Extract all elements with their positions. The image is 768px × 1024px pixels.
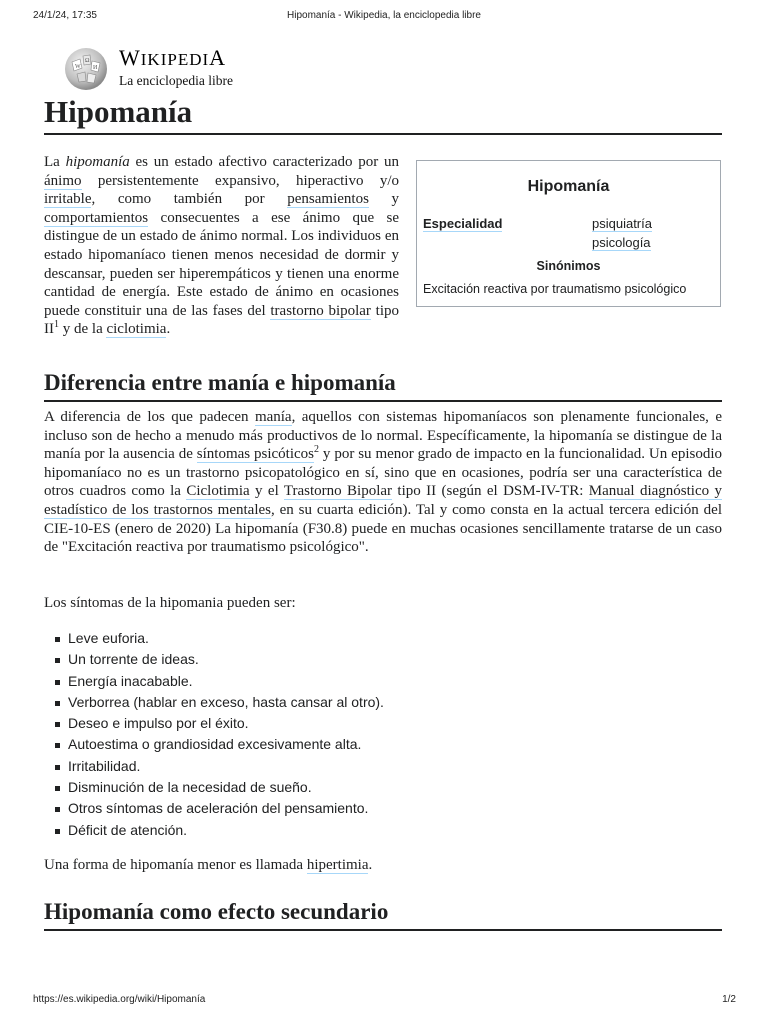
page-title: Hipomanía xyxy=(44,92,722,135)
wikipedia-wordmark: WIKIPEDIA xyxy=(119,45,227,70)
link-hipertimia[interactable]: hipertimia xyxy=(306,857,369,873)
print-page-title: Hipomanía - Wikipedia, la enciclopedia libre xyxy=(287,10,481,21)
link-trastorno-bipolar[interactable]: Trastorno Bipolar xyxy=(283,483,393,500)
list-item: Autoestima o grandiosidad excesivamente alta. xyxy=(44,734,384,755)
list-item: Un torrente de ideas. xyxy=(44,649,384,670)
link-ciclotimia[interactable]: Ciclotimia xyxy=(186,483,250,500)
section-heading-efecto-secundario: Hipomanía como efecto secundario xyxy=(44,897,722,931)
infobox-synonyms-label: Sinónimos xyxy=(536,259,601,273)
section-paragraph: A diferencia de los que padecen manía, aquellos con sistemas hipomaníacos son plenamente funcionales, e incluso son de hecho a menudo más productivos de lo normal. Específicamente, la hipomanía se distingue de la manía por la ausencia de síntomas psicóticos$^2$ y por su menor grado de impacto en la funcionalidad. Un episodio hipomaníaco no es un trastorno psicopatológico en sí, sino que en ocasiones, podría ser una característica de otros cuadros como la Ciclotimia y el Trastorno Bipolar tipo II (según el DSM-IV-TR: Manual diagnóstico y estadístico de los trastornos mentales, en su cuarta edición). Tal y como consta en la actual tercera edición del CIE-10-ES (enero de 2020) La hipomanía (F30.8) puede en muchas ocasiones sencillamente tratarse de un caso de "Excitación reactiva por traumatismo psicológico". xyxy=(44,409,722,556)
svg-text:И: И xyxy=(93,65,98,71)
symptoms-list xyxy=(44,628,384,841)
link-irritable[interactable]: irritable xyxy=(44,191,92,208)
reference-2[interactable]: 2 xyxy=(314,444,320,456)
list-item: Déficit de atención. xyxy=(44,820,384,841)
link-manual-diagnostico[interactable]: Manual diagnóstico y estadístico de los trastornos mentales xyxy=(44,483,722,518)
svg-text:Ω: Ω xyxy=(85,58,90,64)
link-pensamientos[interactable]: pensamientos xyxy=(287,191,369,208)
list-item: Irritabilidad. xyxy=(44,756,384,777)
list-item: Disminución de la necesidad de sueño. xyxy=(44,777,384,798)
wikipedia-logo[interactable] xyxy=(62,44,233,92)
infobox-title: Hipomanía xyxy=(527,178,610,195)
section-heading-diferencia: Diferencia entre manía e hipomanía xyxy=(44,368,722,402)
infobox-specialty-link[interactable]: psiquiatría xyxy=(592,216,652,231)
list-item: Verborrea (hablar en exceso, hasta cansar al otro). xyxy=(44,692,384,713)
svg-text:W: W xyxy=(75,64,81,70)
hipertimia-paragraph: Una forma de hipomanía menor es llamada hipertimia. xyxy=(44,857,373,873)
infobox-synonyms-value: Excitación reactiva por traumatismo psicológico xyxy=(423,282,687,296)
print-datetime: 24/1/24, 17:35 xyxy=(33,10,97,21)
link-sintomas-psicoticos[interactable]: síntomas psicóticos xyxy=(196,446,315,463)
list-item: Otros síntomas de aceleración del pensamiento. xyxy=(44,798,384,819)
article-content xyxy=(44,92,722,924)
infobox-specialty-label[interactable]: Especialidad xyxy=(423,216,503,231)
link-comportamientos[interactable]: comportamientos xyxy=(44,209,149,226)
print-page-number: 1/2 xyxy=(722,994,736,1005)
link-mania[interactable]: manía xyxy=(254,409,292,425)
list-item: Energía inacabable. xyxy=(44,671,384,692)
reference-1[interactable]: 1 xyxy=(54,319,59,331)
list-item: Deseo e impulso por el éxito. xyxy=(44,713,384,734)
list-item: Leve euforia. xyxy=(44,628,384,649)
print-url: https://es.wikipedia.org/wiki/Hipomanía xyxy=(33,994,206,1005)
intro-paragraph: La hipomanía es un estado afectivo caracterizado por un ánimo persistentemente expansivo, hiperactivo y/o irritable, como también por pensamientos y comportamientos consecuentes a ese ánimo que se distingue de un estado de ánimo normal. Los individuos en estado hipomaníaco tienen menos necesidad de dormir y descansar, pueden ser hiperempáticos y tienen una enorme cantidad de energía. Este estado de ánimo en ocasiones puede constituir una de las fases del trastorno bipolar tipo $II^1$ y de la ciclotimia. xyxy=(44,154,400,338)
symptoms-intro: Los síntomas de la hipomania pueden ser: xyxy=(44,595,296,611)
link-animo[interactable]: ánimo xyxy=(44,172,82,189)
wikipedia-tagline: La enciclopedia libre xyxy=(119,73,233,88)
link-ciclotimia[interactable]: ciclotimia xyxy=(106,321,167,338)
link-trastorno-bipolar[interactable]: trastorno bipolar xyxy=(270,302,371,319)
infobox-specialty-link[interactable]: psicología xyxy=(592,235,651,250)
wikipedia-globe-icon xyxy=(62,44,110,92)
